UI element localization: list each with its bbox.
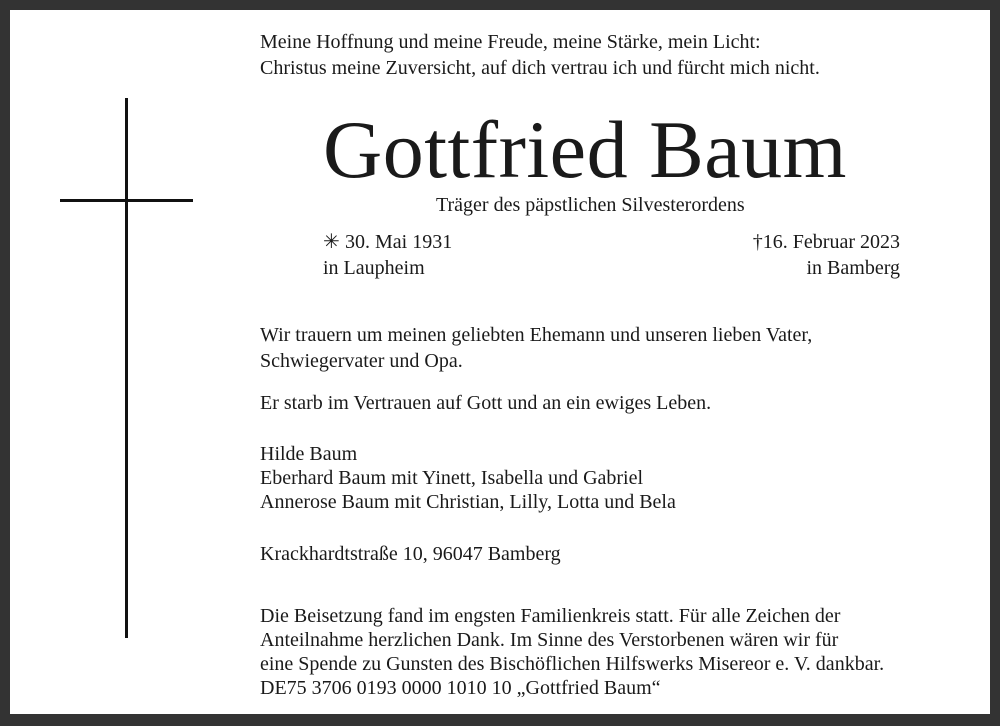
death-place: in Bamberg [806,257,900,279]
birth-star-icon: ✳ [323,231,340,253]
verse-line-2: Christus meine Zuversicht, auf dich vertrau ich und fürcht mich nicht. [260,57,820,79]
verse-line-1: Meine Hoffnung und meine Freude, meine Stärke, mein Licht: [260,31,761,53]
address: Krackhardtstraße 10, 96047 Bamberg [260,543,561,565]
cross-icon-horizontal [60,199,193,202]
death-date-text: 16. Februar 2023 [762,231,900,253]
cross-icon-vertical [125,98,128,638]
faith-line: Er starb im Vertrauen auf Gott und an ein ewiges Leben. [260,392,712,414]
deceased-name: Gottfried Baum [323,104,847,195]
honor-title: Träger des päpstlichen Silvesterordens [436,194,745,216]
obituary-notice [10,10,990,714]
mourning-line-2: Schwiegervater und Opa. [260,350,463,372]
birth-date-text: 30. Mai 1931 [345,231,453,253]
closing-line-1: Die Beisetzung fand im engsten Familienkreis statt. Für alle Zeichen der [260,605,841,627]
closing-line-3: eine Spende zu Gunsten des Bischöflichen Hilfswerks Misereor e. V. dankbar. [260,653,885,675]
bank-details: DE75 3706 0193 0000 1010 10 „Gottfried Baum“ [260,677,661,699]
closing-line-2: Anteilnahme herzlichen Dank. Im Sinne des Verstorbenen wären wir für [260,629,839,651]
birth-date [323,229,452,255]
death-date [741,229,900,255]
mourning-line-1: Wir trauern um meinen geliebten Ehemann und unseren lieben Vater, [260,324,813,346]
birth-place: in Laupheim [323,257,425,279]
mourner-2: Eberhard Baum mit Yinett, Isabella und Gabriel [260,467,644,489]
mourner-3: Annerose Baum mit Christian, Lilly, Lotta und Bela [260,491,676,513]
mourner-1: Hilde Baum [260,443,358,465]
death-cross-icon: † [752,231,763,253]
